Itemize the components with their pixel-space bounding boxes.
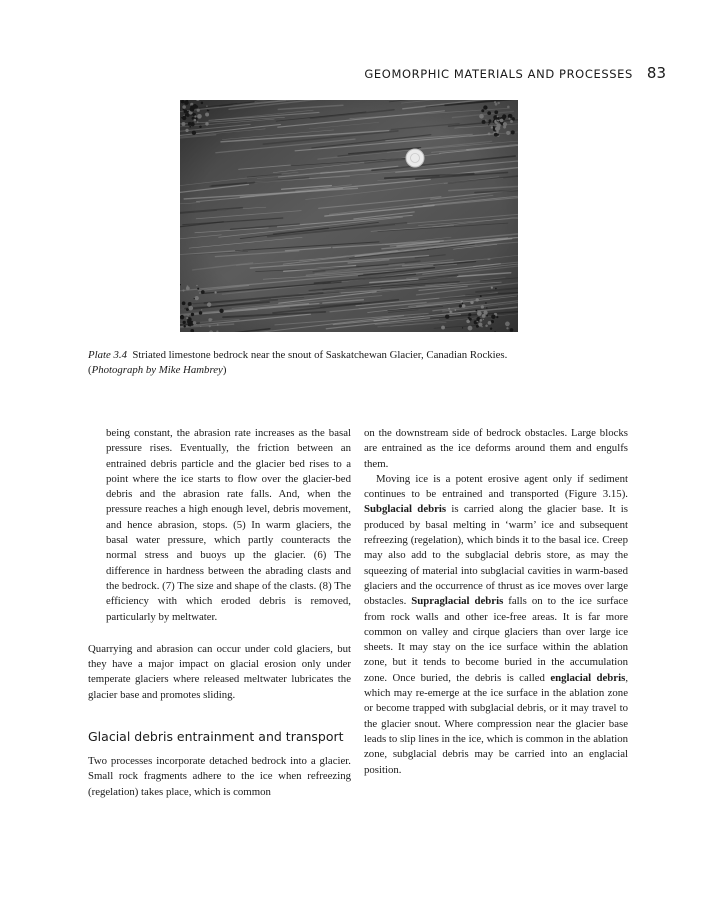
striated-bedrock-image <box>180 100 518 332</box>
running-title: GEOMORPHIC MATERIALS AND PROCESSES <box>364 67 633 81</box>
left-column <box>88 426 351 800</box>
term-subglacial-debris: Subglacial debris <box>364 503 447 516</box>
debris-text-2: is carried along the glacier base. It is produced by basal melting in ‘warm’ ice and subsequent refreezing (regelation), which binds it to the basal ice. Creep may also add to the subglacial debris store, as may the squeezing of material into subglacial cavities in warm-based glaciers and the occurrence of thrust as ice moves over large obstacles. <box>364 503 628 608</box>
section-heading: Glacial debris entrainment and transport <box>88 729 344 745</box>
plate-caption <box>88 348 648 378</box>
caption-label: Plate 3.4 <box>88 349 127 361</box>
photo-credit: Photograph by Mike Hambrey <box>91 364 223 376</box>
page-number: 83 <box>646 64 666 82</box>
quarrying-paragraph: Quarrying and abrasion can occur under cold glaciers, but they have a major impact on glacial erosion only under temperate glaciers where released meltwater lubricates the glacier base and promotes sliding. <box>88 642 351 701</box>
debris-text-3: falls on to the ice surface from rock walls and other ice-free areas. It is far more common on valley and cirque glaciers than over large ice sheets. It may stay on the ice surface within the ablation zone, but it tends to become buried in the accumulation zone. Once buried, the debris is called <box>364 595 629 684</box>
coin-scale-marker <box>406 149 424 167</box>
caption-text: Striated limestone bedrock near the snout of Saskatchewan Glacier, Canadian Rockies. <box>132 349 508 361</box>
plate-photo <box>180 100 518 332</box>
credit-close-paren: ) <box>222 364 227 376</box>
term-englacial-debris: englacial debris <box>550 671 626 684</box>
list-continuation: being constant, the abrasion rate increases as the basal pressure rises. Eventually, the friction between an entrained debris particle and the glacier bed rises to a point where the ice starts to flow over the glacier-bed debris and the abrasion rate falls. And, when the pressure reaches a high enough level, debris movement, and hence abrasion, stops. (5) In warm glaciers, the basal water pressure, which partly counteracts the normal stress and buoys up the glacier. (6) The difference in hardness between the abrading clasts and the bedrock. (7) The size and shape of the clasts. (8) The efficiency with which eroded debris is removed, particularly by meltwater. <box>106 427 351 623</box>
debris-paragraph <box>364 472 628 778</box>
running-head <box>364 64 666 82</box>
continuation-paragraph: on the downstream side of bedrock obstacles. Large blocks are entrained as the ice deforms around them and engulfs them. <box>364 427 628 470</box>
right-column <box>364 426 628 778</box>
debris-text-4: , which may re-emerge at the ice surface in the ablation zone or become trapped with subglacial debris, or it may travel to the glacier snout. Where compression near the glacier base leads to slip lines in the ice, which is common in the ablation zone, subglacial debris may be carried into an englacial position. <box>364 671 629 776</box>
term-supraglacial-debris: Supraglacial debris <box>411 595 504 608</box>
credit-open-paren: ( <box>88 364 92 376</box>
entrainment-paragraph: Two processes incorporate detached bedrock into a glacier. Small rock fragments adhere to the ice when refreezing (regelation) takes place, which is common <box>88 755 351 798</box>
debris-text-1: Moving ice is a potent erosive agent only if sediment continues to be entrained and transported (Figure 3.15). <box>364 472 628 501</box>
